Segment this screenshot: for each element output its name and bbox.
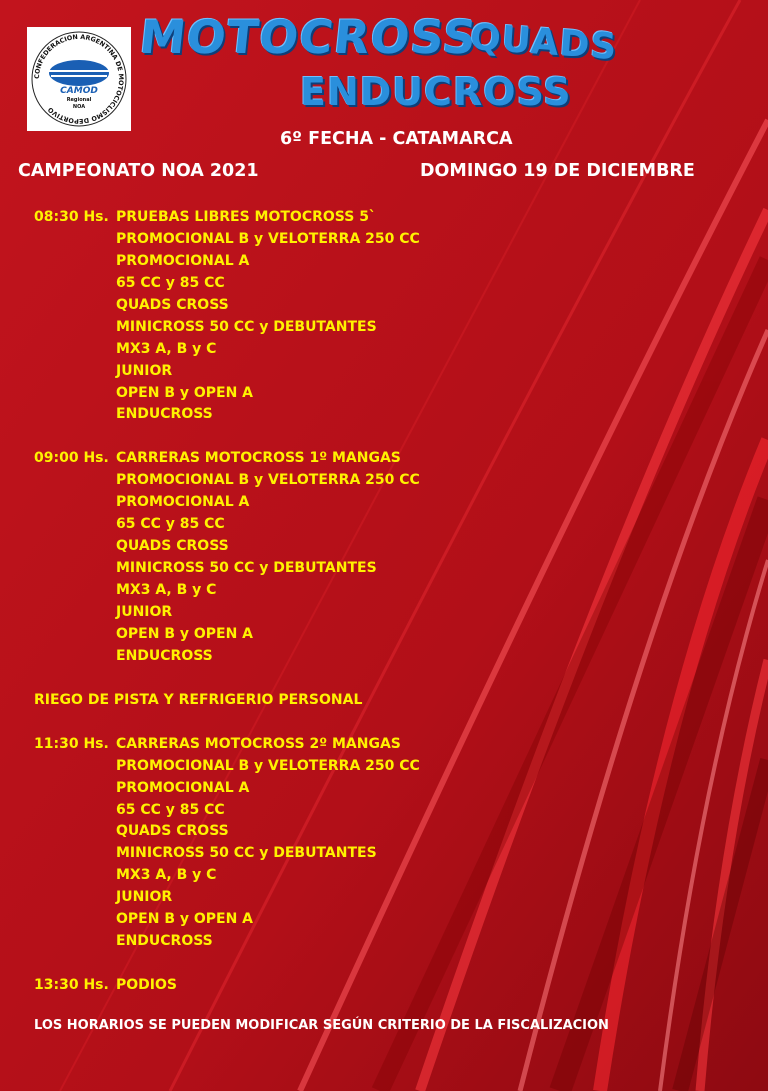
schedule-activity: CARRERAS MOTOCROSS 1º MANGAS	[116, 450, 401, 467]
category-item: JUNIOR	[116, 889, 173, 906]
category-item: ENDUCROSS	[116, 933, 213, 950]
logo-region: Regional	[66, 97, 92, 103]
category-item: PROMOCIONAL B y VELOTERRA 250 CC	[116, 472, 420, 489]
category-item: PROMOCIONAL A	[116, 779, 250, 796]
category-item: OPEN B y OPEN A	[116, 384, 254, 401]
championship-label: CAMPEONATO NOA 2021	[18, 161, 259, 181]
category-item: PROMOCIONAL A	[116, 252, 250, 269]
category-item: PROMOCIONAL A	[116, 494, 250, 511]
title-quads: QUADS	[468, 16, 619, 69]
category-item: MINICROSS 50 CC y DEBUTANTES	[116, 845, 377, 862]
event-date-location: 6º FECHA - CATAMARCA	[280, 129, 513, 149]
schedule-time: 13:30 Hs.	[34, 977, 109, 994]
schedule-time: 09:00 Hs.	[34, 450, 109, 467]
category-item: QUADS CROSS	[116, 823, 229, 840]
logo-ring-text: CONFEDERACION ARGENTINA DE MOTOCICLISMO DEPORTIVO	[32, 32, 126, 126]
schedule-activity: PODIOS	[116, 977, 177, 994]
category-item: MX3 A, B y C	[116, 867, 217, 884]
category-item: ENDUCROSS	[116, 406, 213, 423]
title-motocross: MOTOCROSS	[137, 10, 480, 64]
schedule-row	[34, 734, 754, 756]
category-item: QUADS CROSS	[116, 296, 229, 313]
schedule-activity: PRUEBAS LIBRES MOTOCROSS 5`	[116, 209, 376, 225]
event-day: DOMINGO 19 DE DICIEMBRE	[420, 161, 695, 181]
category-item: PROMOCIONAL B y VELOTERRA 250 CC	[116, 230, 420, 247]
category-item: JUNIOR	[116, 362, 173, 379]
category-item: QUADS CROSS	[116, 538, 229, 555]
category-item: MX3 A, B y C	[116, 340, 217, 357]
track-break: RIEGO DE PISTA Y REFRIGERIO PERSONAL	[34, 691, 363, 708]
category-item: 65 CC y 85 CC	[116, 801, 225, 818]
schedule-time: 08:30 Hs.	[34, 209, 109, 225]
schedule-row	[34, 975, 754, 997]
camod-logo	[27, 27, 131, 131]
schedule-activity: CARRERAS MOTOCROSS 2º MANGAS	[116, 735, 401, 752]
schedule-time: 11:30 Hs.	[34, 735, 109, 752]
schedule-row	[34, 207, 754, 229]
logo-zone: NOA	[72, 104, 86, 110]
schedule-row	[34, 448, 754, 470]
category-item: 65 CC y 85 CC	[116, 516, 225, 533]
footer-note: LOS HORARIOS SE PUEDEN MODIFICAR SEGÚN CRITERIO DE LA FISCALIZACION	[34, 1018, 609, 1033]
category-item: 65 CC y 85 CC	[116, 274, 225, 291]
category-item: MINICROSS 50 CC y DEBUTANTES	[116, 560, 377, 577]
category-item: JUNIOR	[116, 603, 173, 620]
category-item: ENDUCROSS	[116, 647, 213, 664]
category-item: PROMOCIONAL B y VELOTERRA 250 CC	[116, 757, 420, 774]
logo-acronym: CAMOD	[60, 86, 98, 96]
category-item: OPEN B y OPEN A	[116, 625, 254, 642]
title-enducross: ENDUCROSS	[300, 70, 572, 114]
category-item: MX3 A, B y C	[116, 582, 217, 598]
category-item: MINICROSS 50 CC y DEBUTANTES	[116, 318, 377, 335]
schedule	[34, 207, 754, 997]
category-item: OPEN B y OPEN A	[116, 911, 254, 928]
